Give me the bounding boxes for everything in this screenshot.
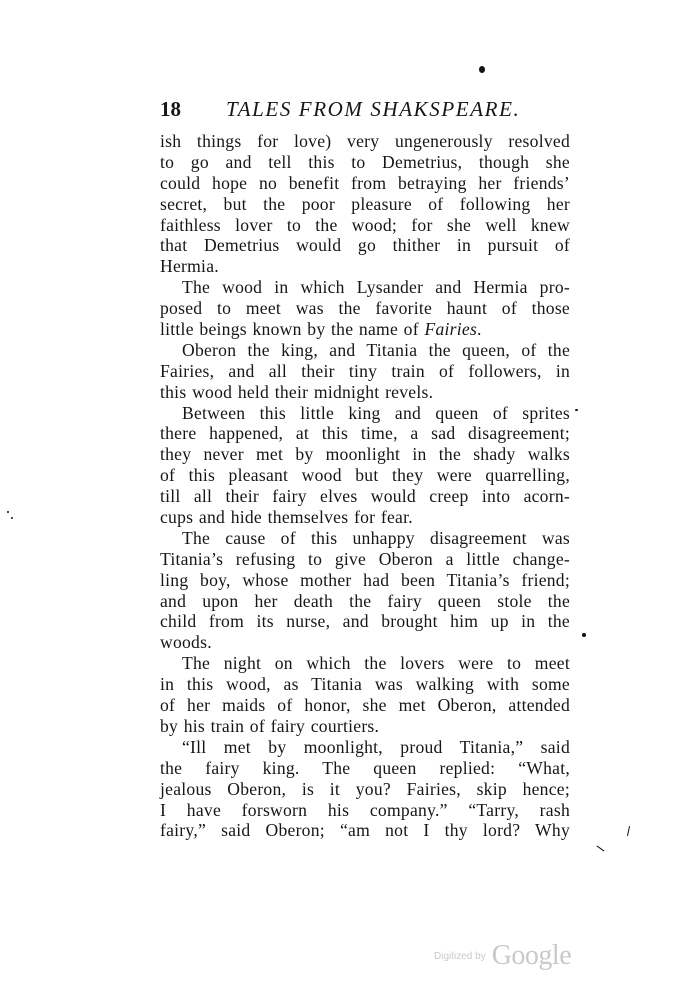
text-line: that Demetrius would go thither in pursuit of [160,235,570,256]
text-line: faithless lover to the wood; for she well knew [160,214,570,235]
text-line: ish things for love) very ungenerously resolved [160,131,570,151]
text-line: there happened, at this time, a sad disagreement; [160,423,570,444]
text-line: child from its nurse, and brought him up in the [160,611,570,632]
google-logo: Google [491,940,572,971]
ink-speck [11,517,13,519]
text-line: posed to meet was the favorite haunt of those [160,298,570,319]
text-line: of her maids of honor, she met Oberon, attended [160,695,570,716]
paragraph-first-line: The wood in which Lysander and Hermia pro- [182,277,570,298]
italic-word: Fairies [424,319,478,340]
text-line: Hermia. [160,256,219,277]
text-line: and upon her death the fairy queen stole the [160,590,570,611]
text-line: Fairies, and all their tiny train of followers, in [160,360,570,381]
text-line: I have forsworn his company.” “Tarry, rash [160,799,570,820]
text-line: this wood held their midnight revels. [160,381,434,402]
paragraph-first-line: The night on which the lovers were to meet [182,653,570,674]
paragraph-first-line: “Ill met by moonlight, proud Titania,” said [182,736,570,757]
digitized-by-google-watermark [434,940,571,970]
text-line: fairy,” said Oberon; “am not I thy lord? Why [160,820,570,841]
ink-speck [7,511,9,513]
text-line: in this wood, as Titania was walking with some [160,674,570,695]
ink-speck [575,409,578,411]
text-line: to go and tell this to Demetrius, though she [160,151,570,172]
text-line: could hope no benefit from betraying her friends’ [160,172,570,193]
paragraph-first-line: The cause of this unhappy disagreement was [182,527,570,548]
ink-speck [597,846,605,852]
ink-speck [627,826,630,836]
text-line: by his train of fairy courtiers. [160,715,380,736]
text-line: little beings known by the name of Fairies. [160,319,482,340]
text-line: Titania’s refusing to give Oberon a little change- [160,548,570,569]
text-line: jealous Oberon, is it you? Fairies, skip hence; [160,778,570,799]
text-line: cups and hide themselves for fear. [160,507,413,528]
text-line: the fairy king. The queen replied: “What, [160,757,570,778]
ink-speck [479,66,485,73]
ink-speck [582,633,586,637]
page-number: 18 [160,97,181,121]
text-line: they never met by moonlight in the shady walks [160,444,570,465]
text-line: of this pleasant wood but they were quarrelling, [160,465,570,486]
paragraph-first-line: Between this little king and queen of sprites [182,402,570,423]
text-line: ling boy, whose mother had been Titania’s friend; [160,569,570,590]
text-line: secret, but the poor pleasure of following her [160,193,570,214]
watermark-prefix: Digitized by [434,951,486,962]
running-title: TALES FROM SHAKSPEARE. [226,97,521,121]
text-line: till all their fairy elves would creep into acorn- [160,486,570,507]
body-text [160,131,570,841]
page-header [160,96,580,122]
paragraph-first-line: Oberon the king, and Titania the queen, of the [182,339,570,360]
text-line: woods. [160,632,212,653]
